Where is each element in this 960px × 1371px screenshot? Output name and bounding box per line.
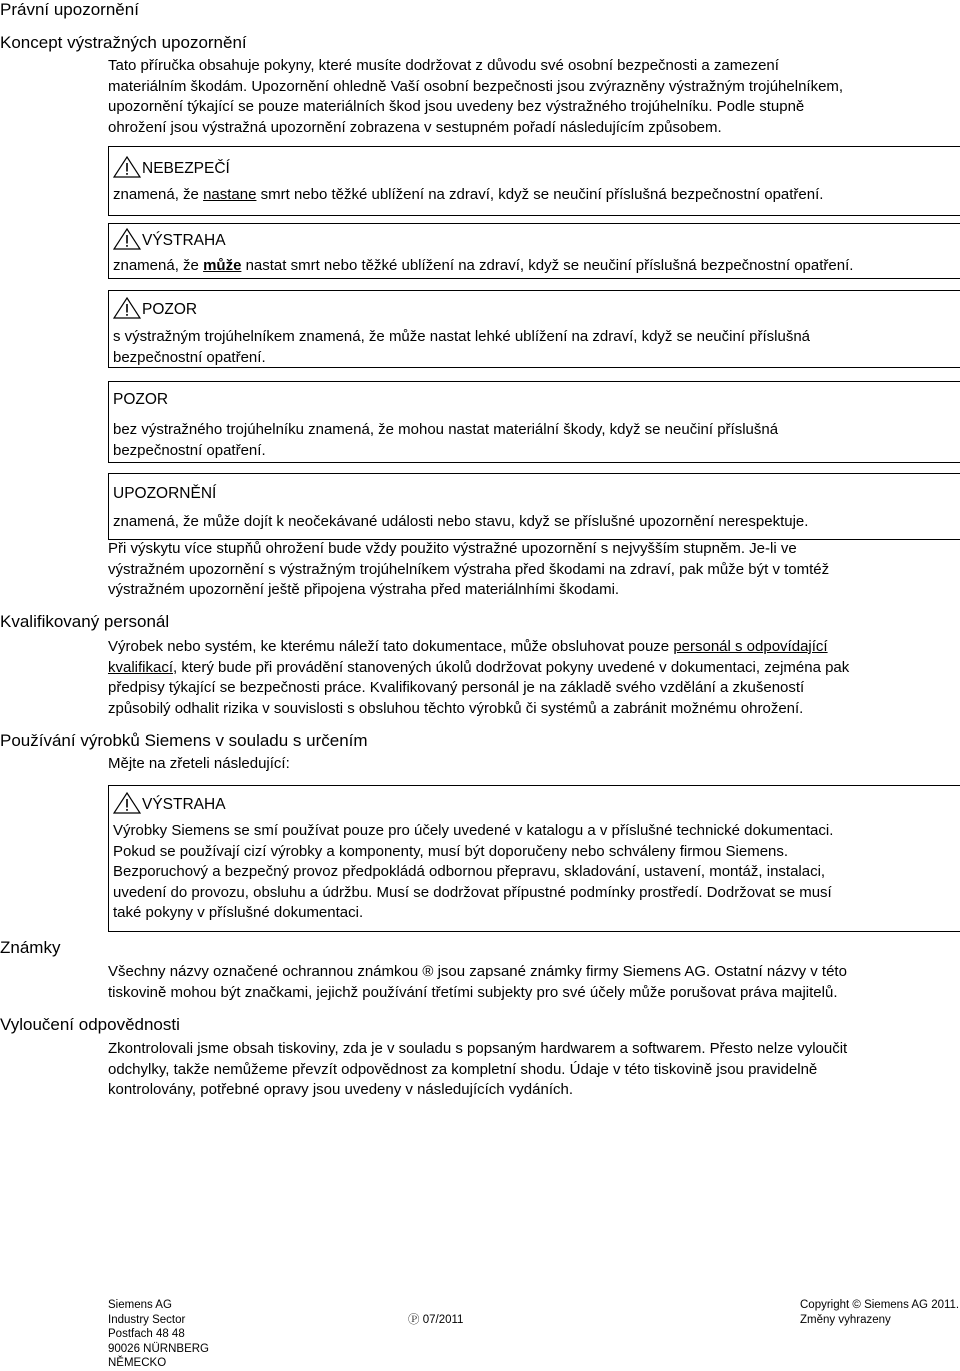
text-line: bez výstražného trojúhelníku znamená, že mohou nastat materiální škody, když se neučiní příslušná (113, 421, 779, 438)
address-line: Industry Sector (108, 1313, 186, 1326)
text-line: bezpečnostní opatření. (113, 441, 266, 459)
text-line: Při výskytu více stupňů ohrožení bude vždy použito výstražné upozornění s nejvyšším stupněm. Je-li ve (108, 540, 797, 557)
text-line: ohrožení jsou výstražná upozornění zobrazena v sestupném pořadí následujícím způsobem. (108, 118, 722, 136)
usage-intro: Mějte na zřeteli následující: (108, 755, 290, 772)
section-heading-qualified: Kvalifikovaný personál (0, 612, 170, 631)
text-line: Výrobky Siemens se smí používat pouze pro účely uvedené v katalogu a v příslušné technické dokumentaci. (113, 822, 834, 839)
notice-text (113, 821, 958, 924)
section-heading-concept: Koncept výstražných upozornění (0, 33, 247, 52)
text-span: Výrobek nebo systém, ke kterému náleží tato dokumentace, může obsluhovat pouze (108, 638, 674, 655)
qualified-text (108, 637, 953, 719)
qualified-personnel-link[interactable]: personál s odpovídající (673, 638, 828, 655)
text-line: kontrolovány, potřebné opravy jsou uvedeny v následujících vydáních. (108, 1081, 573, 1098)
text-line (108, 637, 953, 658)
text-line: s výstražným trojúhelníkem znamená, že může nastat lehké ublížení na zdraví, když se neučiní příslušná (113, 328, 811, 345)
notice-heading (113, 228, 226, 250)
text-line: tiskovině mohou být značkami, jejichž používání třetími subjekty pro své účely může porušovat práva majitelů. (108, 983, 838, 1001)
footer-copyright (800, 1298, 959, 1327)
page-title: Právní upozornění (0, 0, 139, 19)
notice-heading (113, 792, 226, 814)
notice-text (113, 327, 958, 368)
text-line: také pokyny v příslušné dokumentaci. (113, 904, 364, 921)
text-line: Bezporuchový a bezpečný provoz předpokládá odbornou přepravu, skladování, ustavení, montáž, instalaci, (113, 863, 826, 880)
notice-heading (113, 156, 230, 178)
warning-triangle-icon (113, 297, 141, 319)
edition-date: 07/2011 (422, 1314, 464, 1326)
emphasis: nastane (203, 186, 257, 203)
disclaimer-text (108, 1039, 953, 1101)
notice-text: znamená, že může nastat smrt nebo těžké ublížení na zdraví, když se neučiní příslušná bezpečnostní opatření. (113, 257, 854, 274)
edition-symbol: Ⓟ (408, 1314, 420, 1326)
text-line: Pokud se používají cizí výrobky a komponenty, musí být doporučeny nebo schváleny firmou Siemens. (113, 842, 789, 860)
notice-usage-warning (108, 785, 960, 932)
notice-text (113, 420, 958, 461)
copyright-text: Copyright © Siemens AG 2011. (800, 1299, 960, 1311)
notice-label: VÝSTRAHA (142, 796, 226, 813)
text-line: způsobilý odhalit rizika v souvislosti s obsluhou těchto výrobků či systémů a zabránit možnému ohrožení. (108, 699, 804, 717)
footer-edition (408, 1313, 463, 1328)
notice-warning (108, 223, 960, 279)
text-line: materiálním škodám. Upozornění ohledně Vaší osobní bezpečnosti jsou zvýrazněny výstražným trojúhelníkem, (108, 77, 844, 95)
section-heading-usage: Používání výrobků Siemens v souladu s určením (0, 731, 368, 750)
notice-label: POZOR (142, 301, 198, 318)
trademarks-text (108, 962, 953, 1003)
notice-label: POZOR (113, 391, 169, 408)
notice-caution-triangle (108, 290, 960, 368)
address-line: Postfach 48 48 (108, 1328, 185, 1340)
notice-heading (113, 391, 168, 409)
concept-intro (108, 56, 953, 138)
address-line: Siemens AG (108, 1299, 172, 1311)
notice-text: znamená, že nastane smrt nebo těžké ublížení na zdraví, když se neučiní příslušná bezpečnostní opatření. (113, 186, 824, 203)
notice-heading (113, 485, 216, 503)
notice-danger (108, 146, 960, 216)
section-heading-trademarks: Známky (0, 938, 61, 957)
footer-address (108, 1298, 209, 1371)
qualification-link[interactable]: kvalifikací (108, 658, 174, 676)
text-line: uvedení do provozu, obsluhu a údržbu. Musí se dodržovat přípustné podmínky prostředí. Dodržovat se musí (113, 883, 832, 901)
text-line: předpisy týkající se bezpečnosti práce. Kvalifikovaný personál je na základě svého vzdělání a zkušeností (108, 679, 805, 696)
text-line: Všechny názvy označené ochrannou známkou ® jsou zapsané známky firmy Siemens AG. Ostatní názvy v této (108, 963, 847, 980)
notice-notice (108, 473, 960, 540)
text-span: , který bude při provádění stanovených úkolů dodržovat pokyny uvedené v dokumentaci, zejména pak (173, 658, 850, 676)
text-line: bezpečnostní opatření. (113, 348, 266, 366)
warning-triangle-icon (113, 156, 141, 178)
warning-triangle-icon (113, 228, 141, 250)
text-line: upozornění týkající se pouze materiálních škod jsou uvedeny bez výstražného trojúhelníku. Podle stupně (108, 98, 805, 115)
notice-label: UPOZORNĚNÍ (113, 485, 217, 502)
notice-label: VÝSTRAHA (142, 232, 226, 249)
concept-outro (108, 539, 953, 601)
text-line: výstražném upozornění ještě připojena výstraha před materiálnhími škodami. (108, 581, 620, 598)
section-heading-disclaimer: Vyloučení odpovědnosti (0, 1015, 180, 1034)
address-line: 90026 NÜRNBERG (108, 1342, 209, 1355)
text-line: Tato příručka obsahuje pokyny, které musíte dodržovat z důvodu své osobní bezpečnosti a zamezení (108, 57, 779, 74)
text-line: Zkontrolovali jsme obsah tiskoviny, zda je v souladu s popsaným hardwarem a softwarem. Přesto nelze vyloučit (108, 1040, 848, 1057)
text-line: výstražném upozornění s výstražným trojúhelníkem výstraha před škodami na zdraví, pak může být v tomtéž (108, 560, 830, 578)
notice-heading (113, 297, 197, 319)
text-line: odchylky, takže nemůžeme převzít odpovědnost za kompletní shodu. Údaje v této tiskovině jsou pravidelně (108, 1060, 818, 1078)
text-line (108, 658, 953, 679)
notice-text: znamená, že může dojít k neočekávané události nebo stavu, když se příslušné upozornění nerespektuje. (113, 513, 809, 530)
notice-caution (108, 381, 960, 463)
emphasis: může (203, 257, 242, 274)
address-line: NĚMECKO (108, 1357, 167, 1369)
rights-text: Změny vyhrazeny (800, 1313, 891, 1326)
notice-label: NEBEZPEČÍ (142, 160, 230, 177)
warning-triangle-icon (113, 792, 141, 814)
